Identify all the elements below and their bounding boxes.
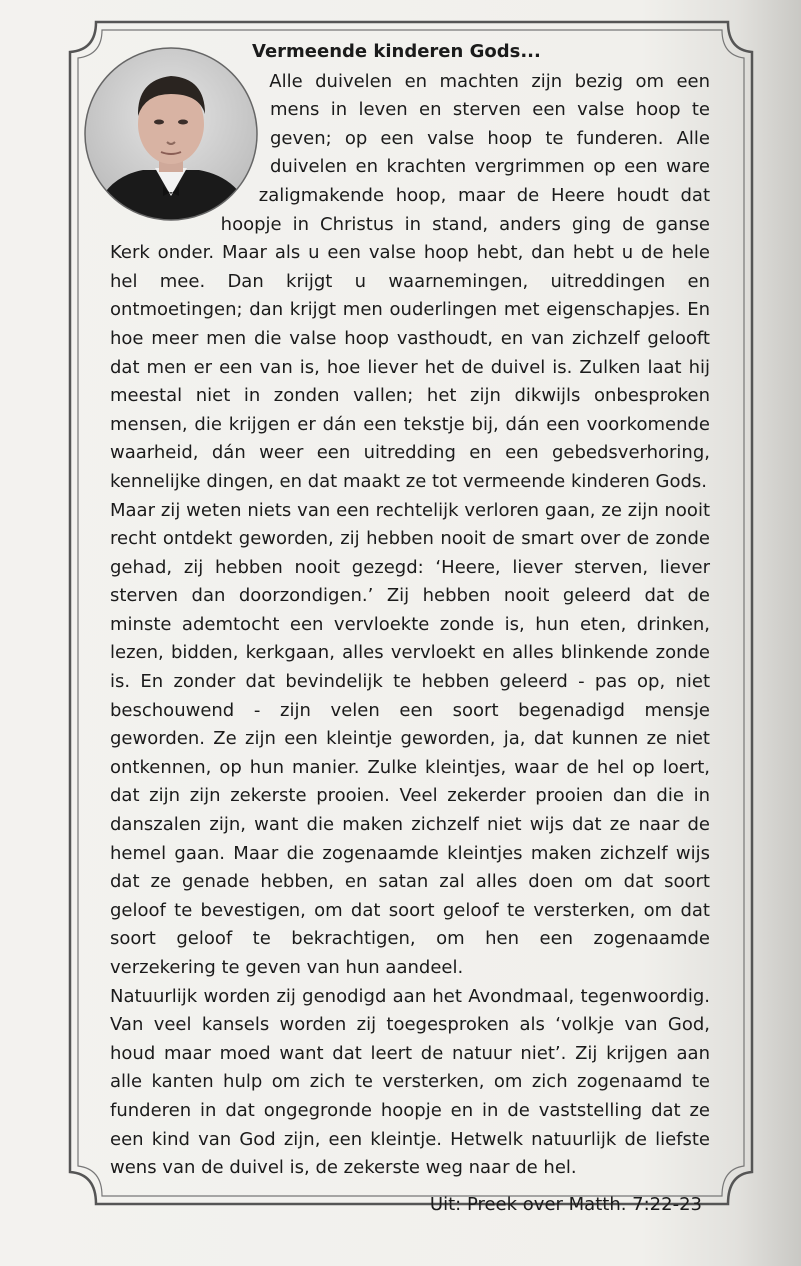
paragraph-1: Alle duivelen en machten zijn bezig om een mens in leven en sterven een valse hoop te geven; op een valse hoop te funderen. Alle duivelen en krachten vergrimmen op een ware zaligmakende hoop, maar de Heere houdt dat hoopje in Christus in stand, anders ging de ganse Kerk onder. Maar als u een valse hoop hebt, dan hebt u de hele hel mee. Dan krijgt u waarnemingen, uitreddingen en ontmoetingen; dan krijgt men ouderlingen met eigenschapjes. En hoe meer men die valse hoop vasthoudt, en van zichzelf gelooft dat men er een van is, hoe liever het de duivel is. Zulken laat hij meestal niet in zonden vallen; het zijn dikwijls onbesproken mensen, die krijgen er dán een tekstje bij, dán een voorkomende waarheid, dán weer een uitredding en een gebedsverhoring, kennelijke dingen, en dat maakt ze tot vermeende kinderen Gods. <box>110 70 710 492</box>
paragraph-3: Natuurlijk worden zij genodigd aan het Avondmaal, tegenwoordig. Van veel kansels worden zij toegesproken als ‘volkje van God, houd maar moed want dat leert de natuur niet’. Zij krijgen aan alle kanten hulp om zich te versterken, om zich zogenaamd te funderen in dat ongegronde hoopje en in de vaststelling dat ze een kind van God zijn, een kleintje. Hetwelk natuurlijk de liefste wens van de duivel is, de zekerste weg naar de hel. <box>110 985 710 1179</box>
paragraph-2: Maar zij weten niets van een rechtelijk verloren gaan, ze zijn nooit recht ontdekt geworden, zij hebben nooit de smart over de zonde gehad, zij hebben nooit gezegd: ‘Heere, liever sterven, liever sterven dan doorzondigen.’ Zij hebben nooit geleerd dat de minste ademtocht een vervloekte zonde is, hun eten, drinken, lezen, bidden, kerkgaan, alles vervloekt en alles blinkende zonde is. En zonder dat bevindelijk te hebben geleerd - pas op, niet beschouwend - zijn velen een soort begenadigd mensje geworden. Ze zijn een kleintje geworden, ja, dat kunnen ze niet ontkennen, op hun manier. Zulke kleintjes, waar de hel op loert, dat zijn zijn zekerste prooien. Veel zekerder prooien dan die in danszalen zijn, want die maken zichzelf niet wijs dat ze naar de hemel gaan. Maar die zogenaamde kleintjes maken zichzelf wijs dat ze genade hebben, en satan zal alles doen om dat soort geloof te bevestigen, om dat soort geloof te versterken, om dat soort geloof te bekrachtigen, om hen een zogenaamde verzekering te geven van hun aandeel. <box>110 499 710 978</box>
source-citation: Uit: Preek over Matth. 7:22-23 <box>429 1193 702 1215</box>
article-body <box>110 68 710 1183</box>
article-title: Vermeende kinderen Gods... <box>252 41 541 62</box>
text-column <box>110 38 710 1219</box>
